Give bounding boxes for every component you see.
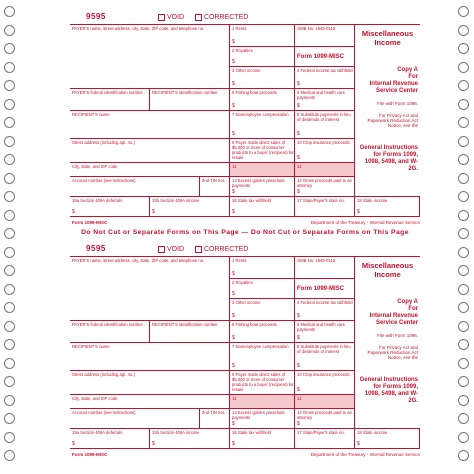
tractor-hole	[4, 450, 15, 461]
box-4-fed-withheld[interactable]: 4 Federal income tax withheld $	[295, 299, 355, 321]
tractor-hole	[4, 413, 15, 424]
tractor-hole	[458, 358, 469, 369]
privacy-notice: For Privacy Act and Paperwork Reduction Act Notice, see the	[367, 113, 418, 128]
tractor-hole	[458, 450, 469, 461]
box-4-fed-withheld[interactable]: 4 Federal income tax withheld $	[295, 67, 355, 89]
general-instructions: General Instructions for Forms 1099, 1098, 5498, and W-2G.	[359, 145, 418, 172]
box-11: 11	[230, 395, 295, 409]
box-18-state-income[interactable]: 18 State income $	[355, 197, 420, 217]
box-5-fishing[interactable]: 5 Fishing boat proceeds $	[230, 321, 295, 343]
box-8-substitute[interactable]: 8 Substitute payments in lieu of dividends or interest $	[295, 111, 355, 139]
box-15b[interactable]: 15b Section 409A income $	[150, 429, 230, 449]
second-tin-notice[interactable]: 2nd TIN not.	[200, 409, 230, 429]
box-16-state-tax[interactable]: 16 State tax withheld $	[230, 197, 295, 217]
payer-box[interactable]: PAYER'S name, street address, city, state, ZIP code, and telephone no.	[70, 257, 230, 321]
box-6-medical[interactable]: 6 Medical and health care payments $	[295, 89, 355, 111]
void-checkbox[interactable]: VOID	[158, 245, 184, 253]
form-header	[70, 8, 420, 24]
copy-a-label: Copy A	[397, 67, 418, 73]
payer-tin[interactable]: PAYER'S federal identification number	[70, 89, 150, 111]
form-name-box: Form 1099-MISC	[295, 279, 355, 299]
box-17-state-no[interactable]: 17 State/Payer's state no.	[295, 197, 355, 217]
box-11: 11	[230, 163, 295, 177]
box-13-golden-parachute[interactable]: 13 Excess golden parachute payments $	[230, 177, 295, 197]
tractor-hole	[4, 80, 15, 91]
tractor-hole	[458, 117, 469, 128]
box-14-attorney[interactable]: 14 Gross proceeds paid to an attorney $	[295, 177, 355, 197]
tractor-hole	[4, 43, 15, 54]
box-3-other-income[interactable]: 3 Other income $	[230, 299, 295, 321]
payer-box[interactable]: PAYER'S name, street address, city, state, ZIP code, and telephone no.	[70, 25, 230, 89]
tractor-hole	[458, 99, 469, 110]
tractor-hole	[458, 376, 469, 387]
city-state-zip[interactable]: City, state, and ZIP code	[70, 395, 230, 409]
corrected-checkbox[interactable]	[195, 13, 248, 21]
street-address[interactable]: Street address (including apt. no.)	[70, 139, 230, 163]
tractor-hole	[4, 173, 15, 184]
tractor-hole	[4, 136, 15, 147]
tractor-hole	[458, 321, 469, 332]
recipient-name[interactable]: RECIPIENT'S name	[70, 111, 230, 139]
form-name-box: Form 1099-MISC	[295, 47, 355, 67]
do-not-cut-notice: Do Not Cut or Separate Forms on This Page — Do Not Cut or Separate Forms on This Page	[81, 229, 409, 236]
box-10-crop[interactable]: 10 Crop insurance proceeds $	[295, 371, 355, 395]
tractor-hole	[4, 358, 15, 369]
void-label: VOID	[167, 13, 185, 21]
box-18-state-income[interactable]: 18 State income $	[355, 429, 420, 449]
tractor-hole	[4, 302, 15, 313]
tractor-hole	[4, 247, 15, 258]
box-12: 12	[295, 395, 355, 409]
payer-tin[interactable]: PAYER'S federal identification number	[70, 321, 150, 343]
account-number[interactable]: Account number (see instructions)	[70, 177, 200, 197]
tractor-hole	[4, 25, 15, 36]
tractor-hole	[458, 6, 469, 17]
tractor-hole	[458, 80, 469, 91]
tractor-hole	[458, 247, 469, 258]
tractor-hole	[458, 62, 469, 73]
box-9-direct-sales[interactable]: 9 Payer made direct sales of $5,000 or more of consumer products to a buyer (recipient) for resale	[230, 371, 295, 395]
tractor-hole	[4, 117, 15, 128]
box-3-other-income[interactable]: 3 Other income $	[230, 67, 295, 89]
left-tractor-strip	[0, 0, 22, 474]
second-tin-notice[interactable]: 2nd TIN not.	[200, 177, 230, 197]
tractor-hole	[458, 228, 469, 239]
tractor-hole	[4, 6, 15, 17]
tractor-hole	[458, 265, 469, 276]
box-10-crop[interactable]: 10 Crop insurance proceeds $	[295, 139, 355, 163]
tractor-hole	[4, 210, 15, 221]
tractor-hole	[458, 43, 469, 54]
tractor-hole	[458, 136, 469, 147]
tractor-hole	[4, 321, 15, 332]
box-7-nonemployee[interactable]: 7 Nonemployee compensation $	[230, 343, 295, 371]
box-7-nonemployee[interactable]: 7 Nonemployee compensation $	[230, 111, 295, 139]
recipient-tin[interactable]: RECIPIENT'S identification number	[150, 89, 230, 111]
box-8-substitute[interactable]: 8 Substitute payments in lieu of dividends or interest $	[295, 343, 355, 371]
tractor-hole	[4, 154, 15, 165]
tractor-hole	[458, 191, 469, 202]
irs-center: Internal Revenue Service Center	[369, 81, 418, 94]
box-5-fishing[interactable]: 5 Fishing boat proceeds $	[230, 89, 295, 111]
box-14-attorney[interactable]: 14 Gross proceeds paid to an attorney $	[295, 409, 355, 429]
box-15a[interactable]: 15a Section 409A deferrals $	[70, 197, 150, 217]
copy-a-panel: Miscellaneous Income Copy A For Internal Revenue Service Center File with Form 1096. For Privacy Act and Paperwork Reduction Act Notice, see the General Instructions for Forms 1099, 1098, 5498, and W-2G.	[355, 257, 420, 429]
recipient-tin[interactable]: RECIPIENT'S identification number	[150, 321, 230, 343]
box-17-state-no[interactable]: 17 State/Payer's state no.	[295, 429, 355, 449]
tractor-hole	[458, 173, 469, 184]
box-16-state-tax[interactable]: 16 State tax withheld $	[230, 429, 295, 449]
tractor-hole	[458, 25, 469, 36]
tractor-hole	[458, 395, 469, 406]
box-9-direct-sales[interactable]: 9 Payer made direct sales of $5,000 or more of consumer products to a buyer (recipient) for resale	[230, 139, 295, 163]
tractor-hole	[4, 339, 15, 350]
box-13-golden-parachute[interactable]: 13 Excess golden parachute payments $	[230, 409, 295, 429]
city-state-zip[interactable]: City, state, and ZIP code	[70, 163, 230, 177]
box-1-rents[interactable]: 1 Rents $	[230, 25, 295, 47]
form-code: 9595	[86, 12, 106, 21]
box-2-royalties[interactable]: 2 Royalties $	[230, 279, 295, 299]
box-15a[interactable]: 15a Section 409A deferrals $	[70, 429, 150, 449]
tractor-hole	[4, 395, 15, 406]
tractor-hole	[4, 191, 15, 202]
omb-box: OMB No. 1545-0115	[295, 257, 355, 279]
omb-box: OMB No. 1545-0115	[295, 25, 355, 47]
box-1-rents[interactable]: 1 Rents $	[230, 257, 295, 279]
void-checkbox[interactable]	[158, 13, 184, 21]
street-address[interactable]: Street address (including apt. no.)	[70, 371, 230, 395]
box-2-royalties[interactable]: 2 Royalties $	[230, 47, 295, 67]
tractor-hole	[4, 265, 15, 276]
tractor-hole	[4, 432, 15, 443]
tractor-hole	[458, 154, 469, 165]
copy-a-panel: Miscellaneous Income Copy A For Internal Revenue Service Center File with Form 1096. For Privacy Act and Paperwork Reduction Act Notice, see the General Instructions for Forms 1099, 1098, 5498, and W-2G.	[355, 25, 420, 197]
title-income: Income	[374, 38, 401, 47]
tractor-hole	[4, 228, 15, 239]
box-15b[interactable]: 15b Section 409A income $	[150, 197, 230, 217]
corrected-checkbox[interactable]: CORRECTED	[195, 245, 248, 253]
box-6-medical[interactable]: 6 Medical and health care payments $	[295, 321, 355, 343]
tractor-hole	[458, 210, 469, 221]
tractor-hole	[458, 302, 469, 313]
tractor-hole	[458, 284, 469, 295]
tractor-hole	[4, 284, 15, 295]
corrected-label: CORRECTED	[204, 13, 249, 21]
title-miscellaneous: Miscellaneous	[361, 29, 414, 38]
tractor-hole	[4, 376, 15, 387]
recipient-name[interactable]: RECIPIENT'S name	[70, 343, 230, 371]
tractor-hole	[4, 62, 15, 73]
tractor-hole	[4, 99, 15, 110]
right-tractor-strip	[452, 0, 474, 474]
tractor-hole	[458, 339, 469, 350]
box-12: 12	[295, 163, 355, 177]
account-number[interactable]: Account number (see instructions)	[70, 409, 200, 429]
tractor-hole	[458, 413, 469, 424]
tractor-hole	[458, 432, 469, 443]
